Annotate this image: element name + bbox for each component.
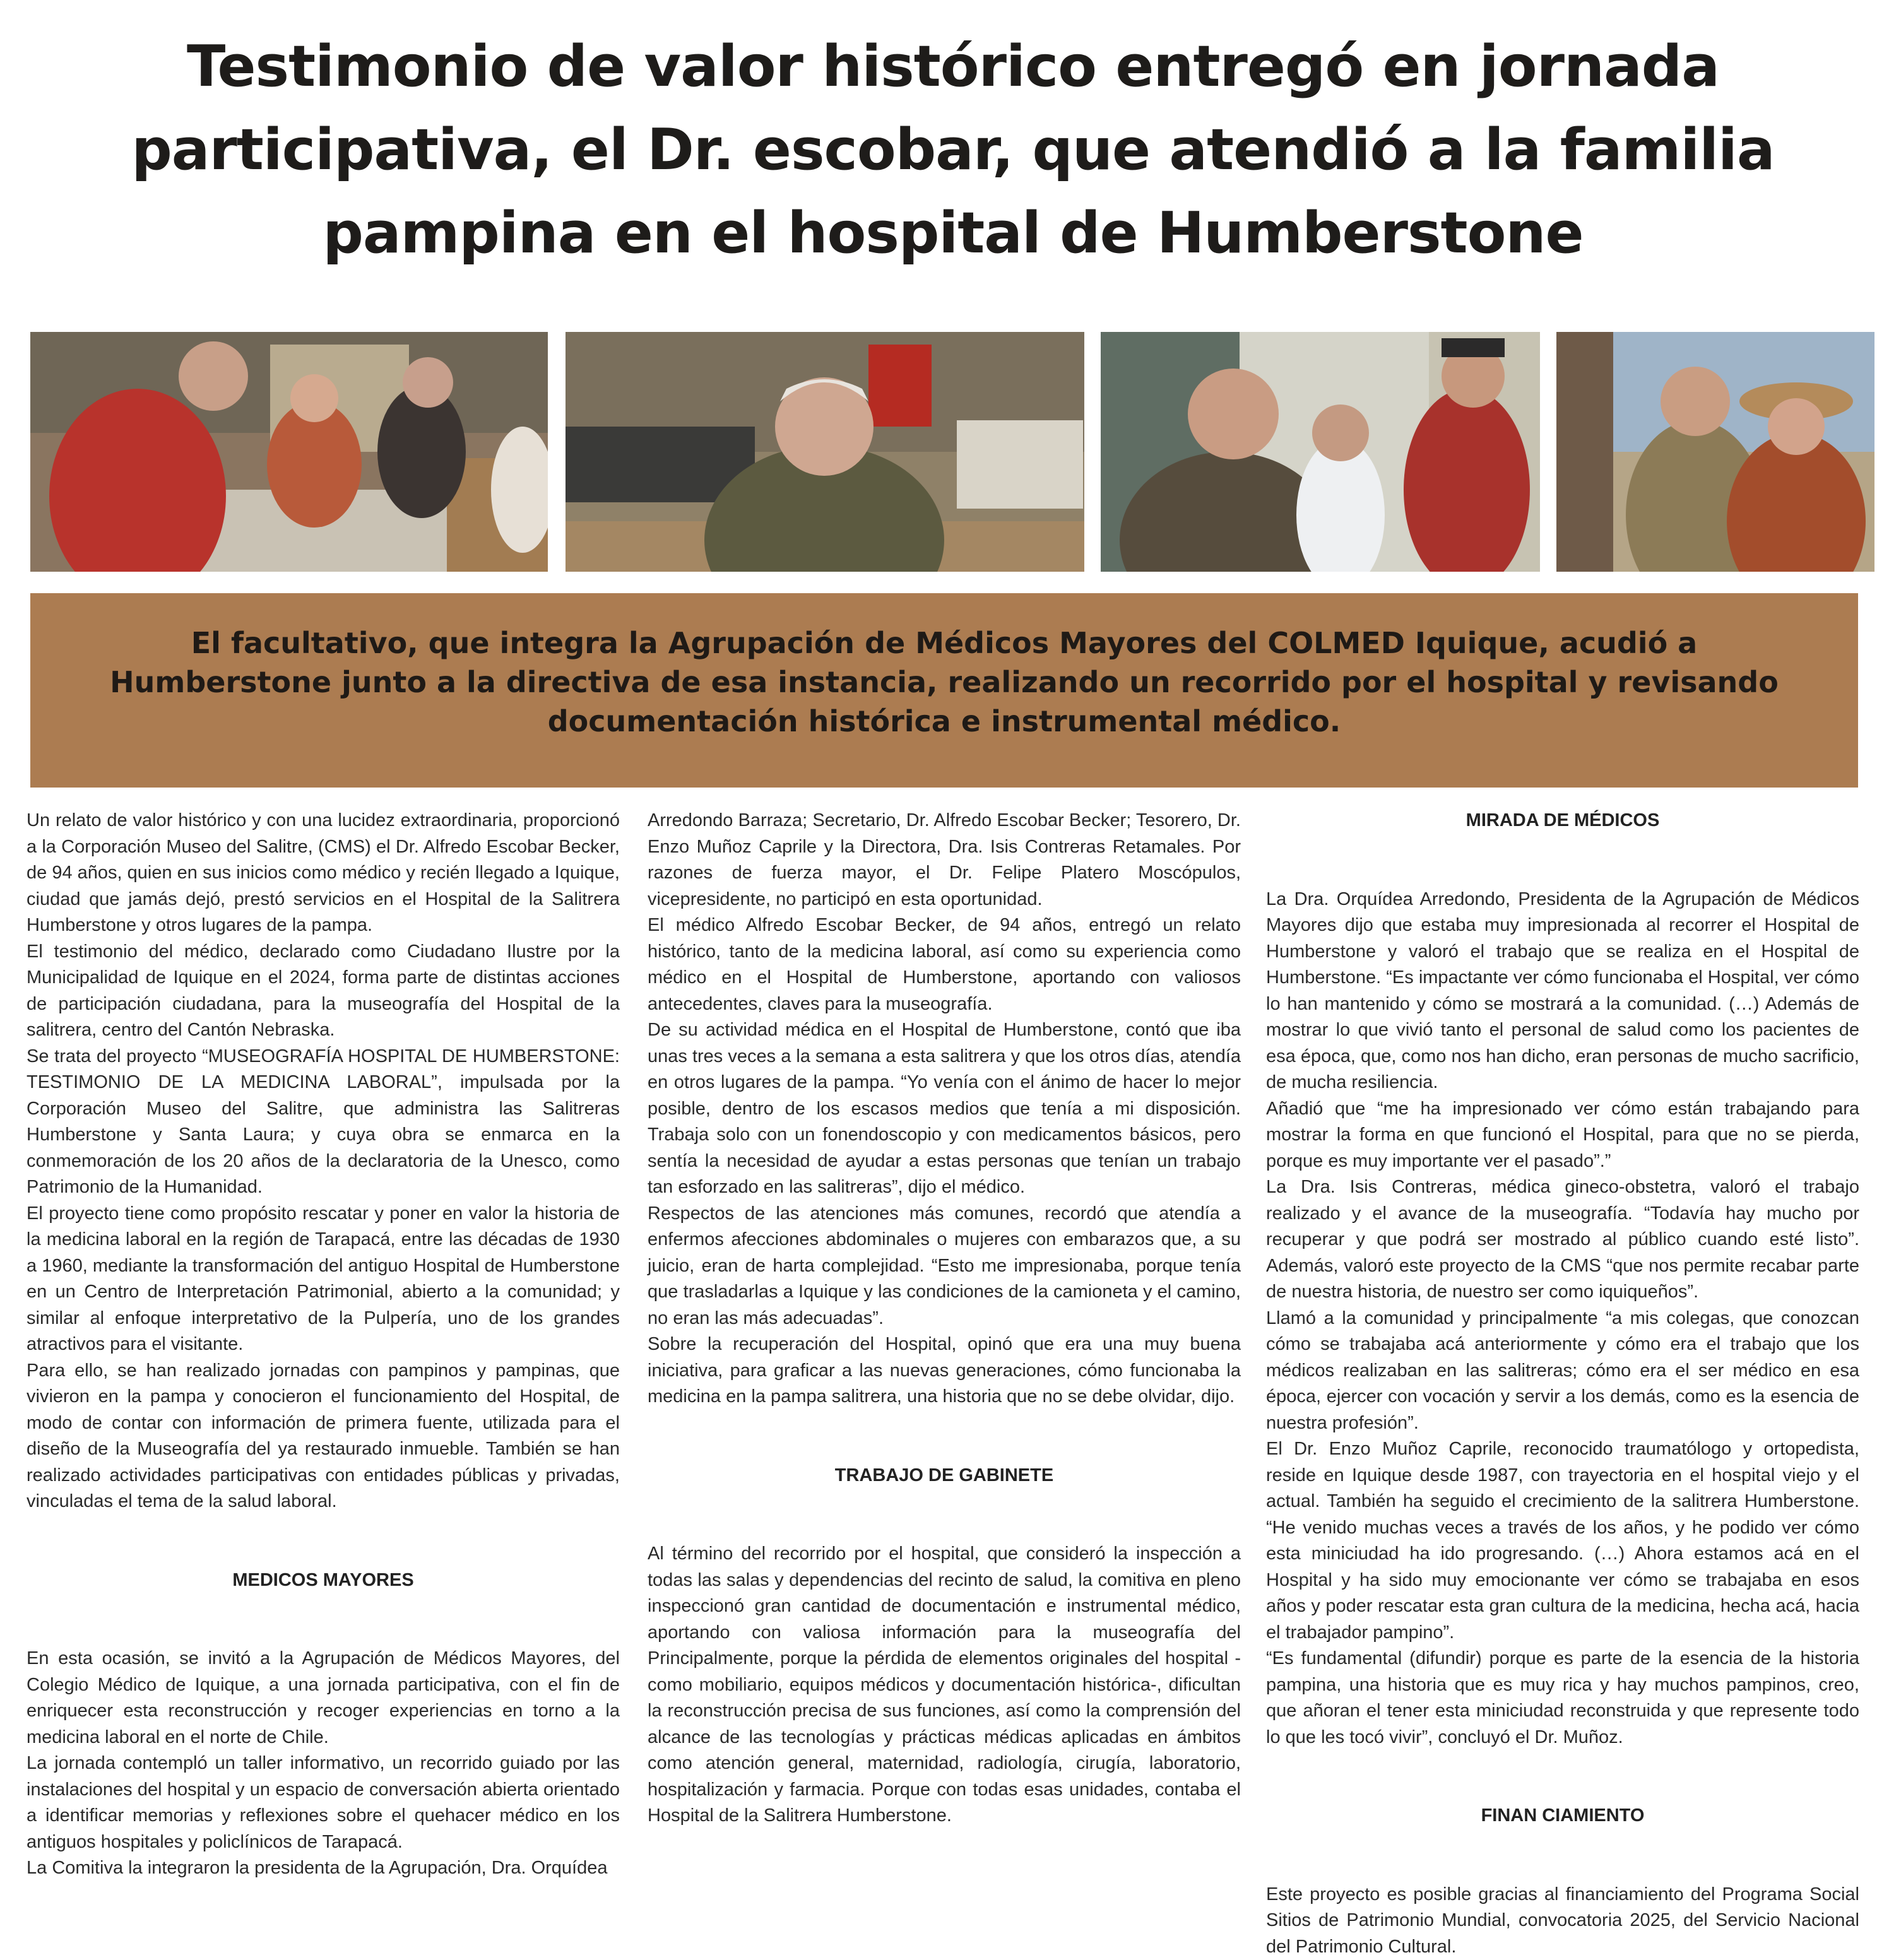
paragraph: Llamó a la comunidad y principalmente “a mis colegas, que conozcan cómo se trabajaba acá anteriormente y cómo era el trabajo que los médicos realizaban en las salitreras; cómo era el ser médico en esa época, ejercer con vocación y servir a los demás, como es la esencia de nuestra profesión”. [1266,1306,1859,1437]
lead-line-3: documentación histórica e instrumental médico. [68,702,1820,741]
paragraph: En esta ocasión, se invitó a la Agrupación de Médicos Mayores, del Colegio Médico de Iquique, a una jornada participativa, con el fin de enriquecer esta reconstrucción y recoger experiencias en torno a la medicina laboral en el norte de Chile. [27,1646,620,1750]
article-headline [25,25,1881,275]
paragraph: El testimonio del médico, declarado como Ciudadano Ilustre por la Municipalidad de Iquique en el 2024, forma parte de distintas acciones de participación ciudadana, para la museografía del Hospital de la salitrera, centro del Cantón Nebraska. [27,939,620,1044]
photo-doctor-portrait [566,332,1084,572]
paragraph: Este proyecto es posible gracias al financiamiento del Programa Social Sitios de Patrimonio Mundial, convocatoria 2025, del Servicio Nacional del Patrimonio Cultural. [1266,1882,1859,1960]
article-column-2 [648,808,1241,1829]
headline-line-3: pampina en el hospital de Humberstone [323,200,1583,266]
paragraph: Un relato de valor histórico y con una lucidez extraordinaria, proporcionó a la Corporación Museo del Salitre, (CMS) el Dr. Alfredo Escobar Becker, de 94 años, quien en sus inicios como médico y recién llegado a Iquique, ciudad que jamás dejó, prestó servicios en el Hospital de la Salitrera Humberstone y otros lugares de la pampa. [27,808,620,939]
paragraph: De su actividad médica en el Hospital de Humberstone, contó que iba unas tres veces a la semana a esta salitrera y que los otros días, atendía en otros lugares de la pampa. “Yo venía con el ánimo de hacer lo mejor posible, dentro de los escasos medios que tenía a mi disposición. Trabaja solo con un fonendoscopio y con medicamentos básicos, pero sentía la necesidad de ayudar a estas personas que tenían un trabajo tan esforzado en las salitreras”, dijo el médico. [648,1017,1241,1201]
paragraph: Al término del recorrido por el hospital, que consideró la inspección a todas las salas y dependencias del recinto de salud, la comitiva en pleno inspeccionó gran cantidad de documentación e instrumental médico, aportando con valiosa información para la museografía del Principalmente, porque la pérdida de elementos originales del hospital -como mobiliario, equipos médicos y documentación histórica-, dificultan la reconstrucción precisa de sus funciones, así como la comprensión del alcance de las tecnologías y prácticas médicas aplicadas en ámbitos como atención general, maternidad, radiología, cirugía, laboratorio, hospitalización y farmacia. Porque con todas esas unidades, contaba el Hospital de la Salitrera Humberstone. [648,1541,1241,1829]
paragraph: Se trata del proyecto “MUSEOGRAFÍA HOSPITAL DE HUMBERSTONE: TESTIMONIO DE LA MEDICINA LABORAL”, impulsada por la Corporación Museo del Salitre, que administra las Salitreras Humberstone y Santa Laura; y cuya obra se enmarca en la conmemoración de los 20 años de la declaratoria de la Unesco, como Patrimonio de la Humanidad. [27,1044,620,1201]
photo-group-reviewing-documents [30,332,548,572]
paragraph: Arredondo Barraza; Secretario, Dr. Alfredo Escobar Becker; Tesorero, Dr. Enzo Muñoz Caprile y la Directora, Dra. Isis Contreras Retamales. Por razones de fuerza mayor, el Dr. Felipe Platero Moscópulos, vicepresidente, no participó en esta oportunidad. [648,808,1241,912]
paragraph: Para ello, se han realizado jornadas con pampinos y pampinas, que vivieron en la pampa y conocieron el funcionamiento del Hospital, de modo de contar con información de primera fuente, utilizada para el diseño de la Museografía del ya restaurado inmueble. También se han realizado actividades participativas con entidades públicas y privadas, vinculadas el tema de la salud laboral. [27,1358,620,1515]
photo-doctor-with-colleagues [1101,332,1540,572]
headline-line-2: participativa, el Dr. escobar, que atendió a la familia [131,117,1774,183]
paragraph: El proyecto tiene como propósito rescatar y poner en valor la historia de la medicina laboral en la región de Tarapacá, entre las décadas de 1930 a 1960, mediante la transformación del antiguo Hospital de Humberstone en un Centro de Interpretación Patrimonial, abierto a la comunidad; y similar al enfoque interpretativo de la Pulpería, uno de los grandes atractivos para el visitante. [27,1201,620,1358]
headline-line-1: Testimonio de valor histórico entregó en jornada [187,33,1719,100]
photo-couple-outdoors [1556,332,1874,572]
paragraph: La jornada contempló un taller informativo, un recorrido guiado por las instalaciones del hospital y un espacio de conversación abierta orientado a identificar memorias y reflexiones sobre el quehacer médico en los antiguos hospitales y policlínicos de Tarapacá. [27,1750,620,1855]
lead-line-1: El facultativo, que integra la Agrupación de Médicos Mayores del COLMED Iquique, acudió a [68,623,1820,663]
section-heading-mirada-de-medicos: MIRADA DE MÉDICOS [1266,808,1859,834]
lead-summary-box [30,593,1858,788]
paragraph: Sobre la recuperación del Hospital, opinó que era una muy buena iniciativa, para graficar a las nuevas generaciones, cómo funcionaba la medicina en la pampa salitrera, una historia que no se debe olvidar, dijo. [648,1331,1241,1410]
paragraph: La Dra. Orquídea Arredondo, Presidenta de la Agrupación de Médicos Mayores dijo que estaba muy impresionada al recorrer el Hospital de Humberstone y valoró el trabajo que se realiza en el Hospital de Humberstone. “Es impactante ver cómo funcionaba el Hospital, ver cómo lo han mantenido y cómo se mostrará a la comunidad. (…) Además de mostrar lo que vivió tanto el personal de salud como los pacientes de esa época, que, como nos han dicho, eran personas de mucho sacrificio, de mucha resiliencia. [1266,887,1859,1096]
paragraph: El Dr. Enzo Muñoz Caprile, reconocido traumatólogo y ortopedista, reside en Iquique desde 1987, con trayectoria en el hospital viejo y el actual. También ha seguido el crecimiento de la salitrera Humberstone. “He venido muchas veces a través de los años, y he podido ver cómo esta miniciudad ha ido progresando. (…) Ahora estamos acá en el Hospital y ha sido muy emocionante ver cómo se trabajaba en esos años y poder rescatar esta gran cultura de la medicina, hecha acá, hacia el trabajador pampino”. [1266,1436,1859,1646]
section-heading-financiamiento: FINAN CIAMIENTO [1266,1803,1859,1829]
paragraph: El médico Alfredo Escobar Becker, de 94 años, entregó un relato histórico, tanto de la medicina laboral, así como su experiencia como médico en el Hospital de Humberstone, aportando con valiosos antecedentes, claves para la museografía. [648,912,1241,1017]
paragraph: Respectos de las atenciones más comunes, recordó que atendía a enfermos afecciones abdominales o mujeres con embarazos que, a su juicio, eran de harta complejidad. “Esto me impresionaba, porque tenía que trasladarlas a Iquique y las condiciones de la camioneta y el camino, no eran las más adecuadas”. [648,1201,1241,1332]
article-column-3 [1266,808,1859,1960]
section-heading-medicos-mayores: MEDICOS MAYORES [27,1567,620,1594]
paragraph: La Dra. Isis Contreras, médica gineco-obstetra, valoró el trabajo realizado y el avance de la museografía. “Todavía hay mucho por recuperar y que podrá ser mostrado al público cuando esté listo”. Además, valoró este proyecto de la CMS “que nos permite recabar parte de nuestra historia, de nuestro ser como iquiqueños”. [1266,1174,1859,1306]
article-column-1 [27,808,620,1882]
paragraph: La Comitiva la integraron la presidenta de la Agrupación, Dra. Orquídea [27,1855,620,1882]
paragraph: Añadió que “me ha impresionado ver cómo están trabajando para mostrar la forma en que funcionó el Hospital, para que no se pierda, porque es muy importante ver el pasado”.” [1266,1096,1859,1175]
lead-line-2: Humberstone junto a la directiva de esa instancia, realizando un recorrido por el hospital y revisando [68,663,1820,702]
paragraph: “Es fundamental (difundir) porque es parte de la esencia de la historia pampina, una historia que es muy rica y hay muchos pampinos, creo, que añoran el tener esta miniciudad reconstruida y que represente todo lo que les tocó vivir”, concluyó el Dr. Muñoz. [1266,1646,1859,1750]
section-heading-trabajo-de-gabinete: TRABAJO DE GABINETE [648,1463,1241,1489]
